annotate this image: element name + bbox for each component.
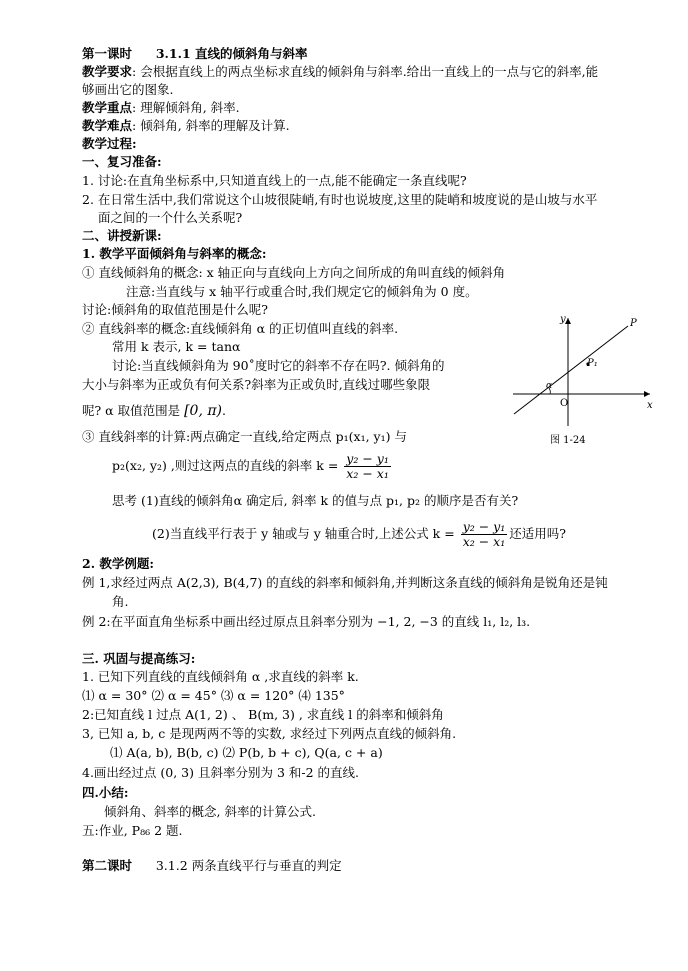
p1-label: P₁	[587, 358, 598, 369]
slope-computation: ③ 直线斜率的计算:两点确定一直线,给定两点 p₁(x₁, y₁) 与	[82, 429, 407, 444]
practice-3-options: ⑴ A(a, b), B(b, c) ⑵ P(b, b + c), Q(a, c + a)	[110, 745, 383, 760]
key-text: : 理解倾斜角, 斜率.	[132, 100, 240, 115]
think2-text: (2)当直线平行表于 y 轴或与 y 轴重合时,上述公式 k =	[152, 526, 455, 541]
formula-numerator: y₂ − y₁	[346, 451, 389, 466]
summary-heading: 四.小结:	[82, 785, 129, 800]
slope-concept: ② 直线斜率的概念:直线倾斜角 α 的正切值叫直线的斜率.	[82, 321, 399, 336]
subsection-concepts: 1. 教学平面倾斜角与斜率的概念:	[82, 246, 267, 261]
homework: 五:作业, P₈₆ 2 题.	[82, 823, 183, 838]
req-label: 教学要求	[82, 64, 133, 79]
alpha-range-end: .	[222, 403, 226, 418]
examples-heading: 2. 教学例题:	[82, 556, 155, 571]
practice-1: 1. 已知下列直线的直线倾斜角 α ,求直线的斜率 k.	[82, 669, 359, 684]
slope-formula-text: p₂(x₂, y₂) ,则过这两点的直线的斜率 k =	[112, 458, 339, 473]
practice-1-options: ⑴ α = 30° ⑵ α = 45° ⑶ α = 120° ⑷ 135°	[82, 688, 345, 703]
req-text: : 会根据直线上的两点坐标求直线的倾斜角与斜率.给出一直线上的一点与它的斜率,能	[132, 64, 599, 79]
teaching-process	[82, 135, 137, 152]
y-axis-arrow-icon	[565, 318, 571, 324]
think2-numerator: y₂ − y₁	[462, 519, 506, 534]
process-colon: :	[132, 136, 137, 151]
example-1-cont: 角.	[112, 594, 129, 609]
think2-denominator: x₂ − x₁	[462, 534, 506, 549]
key-label: 教学重点	[82, 100, 133, 115]
summary-text: 倾斜角、斜率的概念, 斜率的计算公式.	[104, 804, 316, 819]
inclination-range-question: 讨论:倾斜角的取值范围是什么呢?	[82, 302, 268, 317]
practice-4: 4.画出经过点 (0, 3) 且斜率分别为 3 和-2 的直线.	[82, 765, 360, 780]
teaching-key-points	[82, 99, 240, 116]
slope-figure	[508, 314, 658, 432]
alpha-label: α	[546, 381, 553, 391]
slope-discussion-cont: 大小与斜率为正或负有何关系?斜率为正或负时,直线过哪些象限	[82, 377, 431, 392]
figure-caption: 图 1-24	[550, 435, 586, 446]
teaching-requirement-cont: 够画出它的图象.	[82, 82, 174, 97]
think-question-1: 思考 (1)直线的倾斜角α 确定后, 斜率 k 的值与点 p₁, p₂ 的顺序是否有关?	[112, 493, 519, 508]
lesson1-title	[82, 45, 308, 62]
inclination-note: 注意:当直线与 x 轴平行或重合时,我们规定它的倾斜角为 0 度。	[126, 284, 478, 299]
review-q2: 2. 在日常生活中,我们常说这个山坡很陡峭,有时也说坡度,这里的陡峭和坡度说的是山坡与水平	[82, 192, 598, 207]
think2-tail: 还适用吗?	[509, 526, 566, 541]
review-q1: 1. 讨论:在直角坐标系中,只知道直线上的一点,能不能确定一条直线呢?	[82, 173, 467, 188]
inclination-concept: ① 直线倾斜角的概念: x 轴正向与直线向上方向之间所成的角叫直线的倾斜角	[82, 265, 506, 280]
x-label: x	[647, 400, 653, 411]
lesson2-title-a: 第二课时	[82, 858, 133, 873]
section3-heading: 三. 巩固与提高练习:	[82, 651, 196, 666]
slope-formula-line	[112, 452, 393, 481]
diff-label: 教学难点	[82, 118, 133, 133]
alpha-range-text: 呢? α 取值范围是	[82, 403, 185, 418]
section2-heading: 二、讲授新课:	[82, 228, 162, 243]
slope-discussion: 讨论:当直线倾斜角为 90˚度时它的斜率不存在吗?. 倾斜角的	[112, 358, 445, 373]
slope-notation: 常用 k 表示, k = tanα	[112, 339, 241, 354]
p-label: P	[630, 318, 637, 329]
section1-heading: 一、复习准备:	[82, 154, 162, 169]
alpha-range-interval: [0, π)	[184, 403, 223, 419]
y-label: y	[560, 314, 566, 325]
think-question-2	[152, 520, 566, 549]
process-label: 教学过程	[82, 136, 133, 151]
review-q2-cont: 面之间的一个什么关系呢?	[98, 210, 243, 225]
practice-3: 3, 已知 a, b, c 是现两两不等的实数, 求经过下列两点直线的倾斜角.	[82, 726, 457, 741]
lesson1-title-b: 3.1.1 直线的倾斜角与斜率	[155, 46, 308, 61]
lesson2-title	[82, 857, 342, 874]
practice-2: 2:已知直线 l 过点 A(1, 2) 、 B(m, 3) , 求直线 l 的斜率和倾斜角	[82, 707, 444, 722]
line-p	[514, 326, 628, 414]
example-1: 例 1,求经过两点 A(2,3), B(4,7) 的直线的斜率和倾斜角,并判断这条直线的倾斜角是锐角还是钝	[82, 575, 608, 590]
formula-denominator: x₂ − x₁	[346, 466, 389, 481]
slope-formula-fraction	[344, 452, 391, 481]
origin-label: O	[560, 398, 569, 409]
alpha-range	[82, 402, 226, 420]
think2-fraction	[461, 520, 508, 549]
example-2: 例 2:在平面直角坐标系中画出经过原点且斜率分别为 −1, 2, −3 的直线 l₁, l₂, l₃.	[82, 614, 531, 629]
lesson2-title-b: 3.1.2 两条直线平行与垂直的判定	[155, 858, 342, 873]
teaching-requirement	[82, 63, 598, 80]
lesson1-title-a: 第一课时	[82, 46, 133, 61]
diff-text: : 倾斜角, 斜率的理解及计算.	[132, 118, 290, 133]
teaching-difficulties	[82, 117, 290, 134]
x-axis-arrow-icon	[644, 391, 650, 397]
